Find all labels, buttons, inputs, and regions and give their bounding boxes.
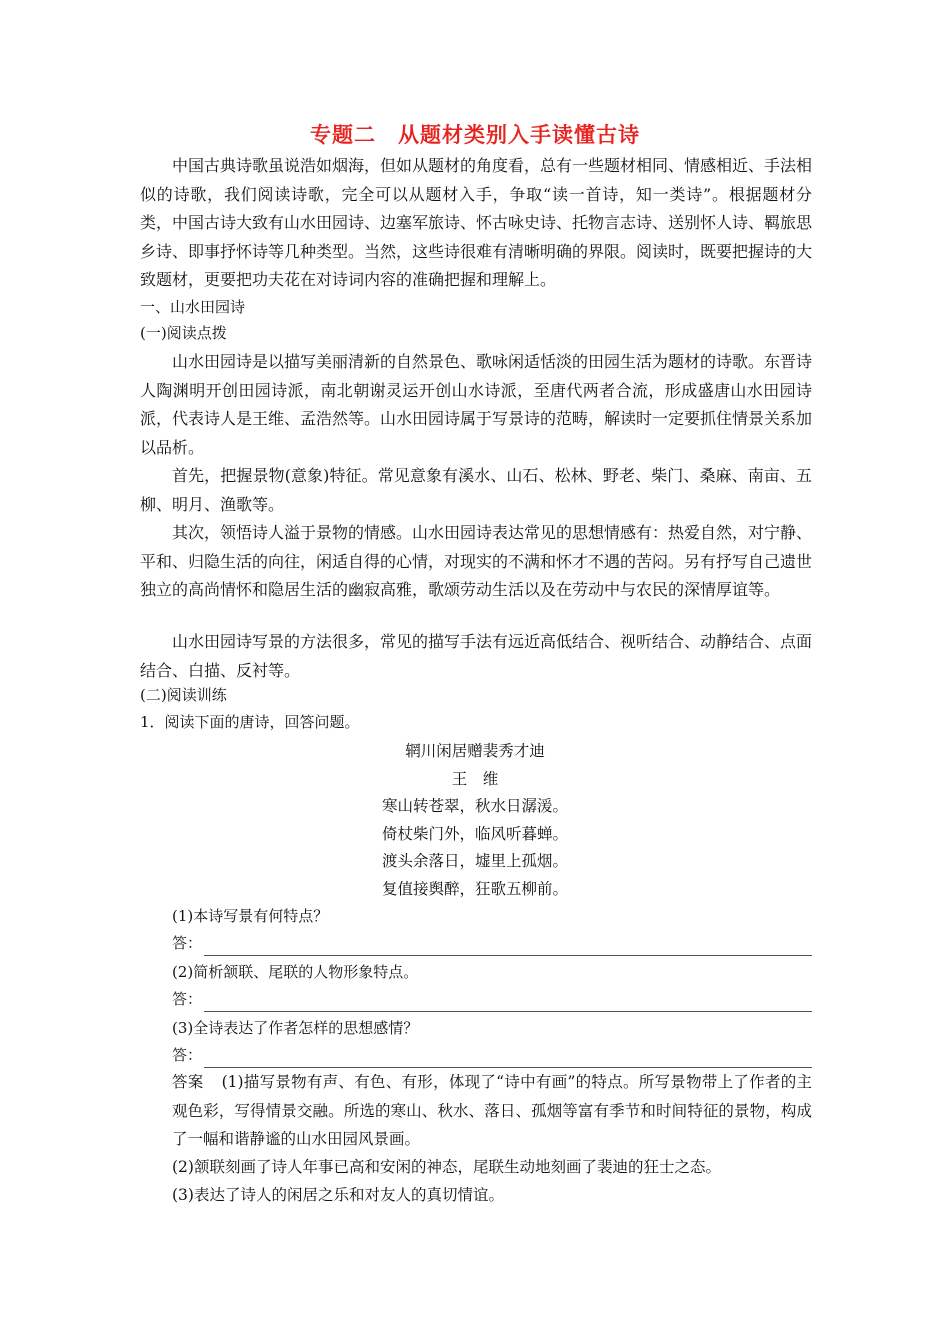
body-paragraph: 山水田园诗写景的方法很多，常见的描写手法有远近高低结合、视听结合、动静结合、点面结合、白描、反衬等。 [140,632,813,680]
sub-question: (2)简析颔联、尾联的人物形象特点。 [172,963,419,981]
answer-blank-line[interactable] [204,1049,812,1068]
answer-prefix: 答： [172,990,203,1008]
body-paragraph: 其次，领悟诗人溢于景物的情感。山水田园诗表达常见的思想情感有：热爱自然，对宁静、平和、归隐生活的向往，闲适自得的心情，对现实的不满和怀才不遇的苦闷。另有抒写自己遗世独立的高尚情怀和隐居生活的幽寂高雅，歌颂劳动生活以及在劳动中与农民的深情厚谊等。 [140,523,813,599]
answer-prefix: 答： [172,1046,203,1064]
question-stem: 1．阅读下面的唐诗，回答问题。 [140,713,360,731]
page-title: 专题二 从题材类别入手读懂古诗 [310,123,640,147]
answer-prefix: 答： [172,934,203,952]
intro-paragraph: 中国古典诗歌虽说浩如烟海，但如从题材的角度看，总有一些题材相同、情感相近、手法相似的诗歌，我们阅读诗歌，完全可以从题材入手，争取“读一首诗，知一类诗”。根据题材分类，中国古诗大致有山水田园诗、边塞军旅诗、怀古咏史诗、托物言志诗、送别怀人诗、羁旅思乡诗、即事抒怀诗等几种类型。当然，这些诗很难有清晰明确的界限。阅读时，既要把握诗的大致题材，更要把功夫花在对诗词内容的准确把握和理解上。 [140,156,813,289]
poem-line: 复值接舆醉，狂歌五柳前。 [381,880,568,898]
poem-line: 倚杖柴门外，临风听暮蝉。 [381,825,568,843]
answer-field[interactable] [172,930,812,956]
answer-text: (1)描写景物有声、有色、有形，体现了“诗中有画”的特点。所写景物带上了作者的主观色彩，写得情景交融。所选的寒山、秋水、落日、孤烟等富有季节和时间特征的景物，构成了一幅和谐静谧的山水田园风景画。 [172,1073,812,1148]
poem-line: 寒山转苍翠，秋水日潺湲。 [381,797,568,815]
section-heading: 一、山水田园诗 [140,298,246,316]
sub-question: (3)全诗表达了作者怎样的思想感情？ [172,1019,419,1037]
subsection-heading: (二)阅读训练 [140,686,227,704]
sub-question: (1)本诗写景有何特点？ [172,907,329,925]
answer-field[interactable] [172,1042,812,1068]
body-paragraph: 首先，把握景物(意象)特征。常见意象有溪水、山石、松林、野老、柴门、桑麻、南亩、五柳、明月、渔歌等。 [140,466,812,514]
answer-field[interactable] [172,986,812,1012]
answer-blank-line[interactable] [204,937,812,956]
answer-blank-line[interactable] [204,993,812,1012]
subsection-heading: (一)阅读点拨 [140,324,227,342]
body-paragraph: 山水田园诗是以描写美丽清新的自然景色、歌咏闲适恬淡的田园生活为题材的诗歌。东晋诗人陶渊明开创田园诗派，南北朝谢灵运开创山水诗派，至唐代两者合流，形成盛唐山水田园诗派，代表诗人是王维、孟浩然等。山水田园诗属于写景诗的范畴，解读时一定要抓住情景关系加以品析。 [140,352,813,457]
poem-title: 辋川闲居赠裴秀才迪 [405,742,545,760]
answer-text: (3)表达了诗人的闲居之乐和对友人的真切情谊。 [172,1186,504,1204]
poem-author: 王 维 [451,770,499,788]
poem-line: 渡头余落日，墟里上孤烟。 [381,852,568,870]
answer-key-label: 答案 [172,1073,204,1091]
answer-key [172,1068,812,1154]
answer-text: (2)颔联刻画了诗人年事已高和安闲的神态，尾联生动地刻画了裴迪的狂士之态。 [172,1158,721,1176]
